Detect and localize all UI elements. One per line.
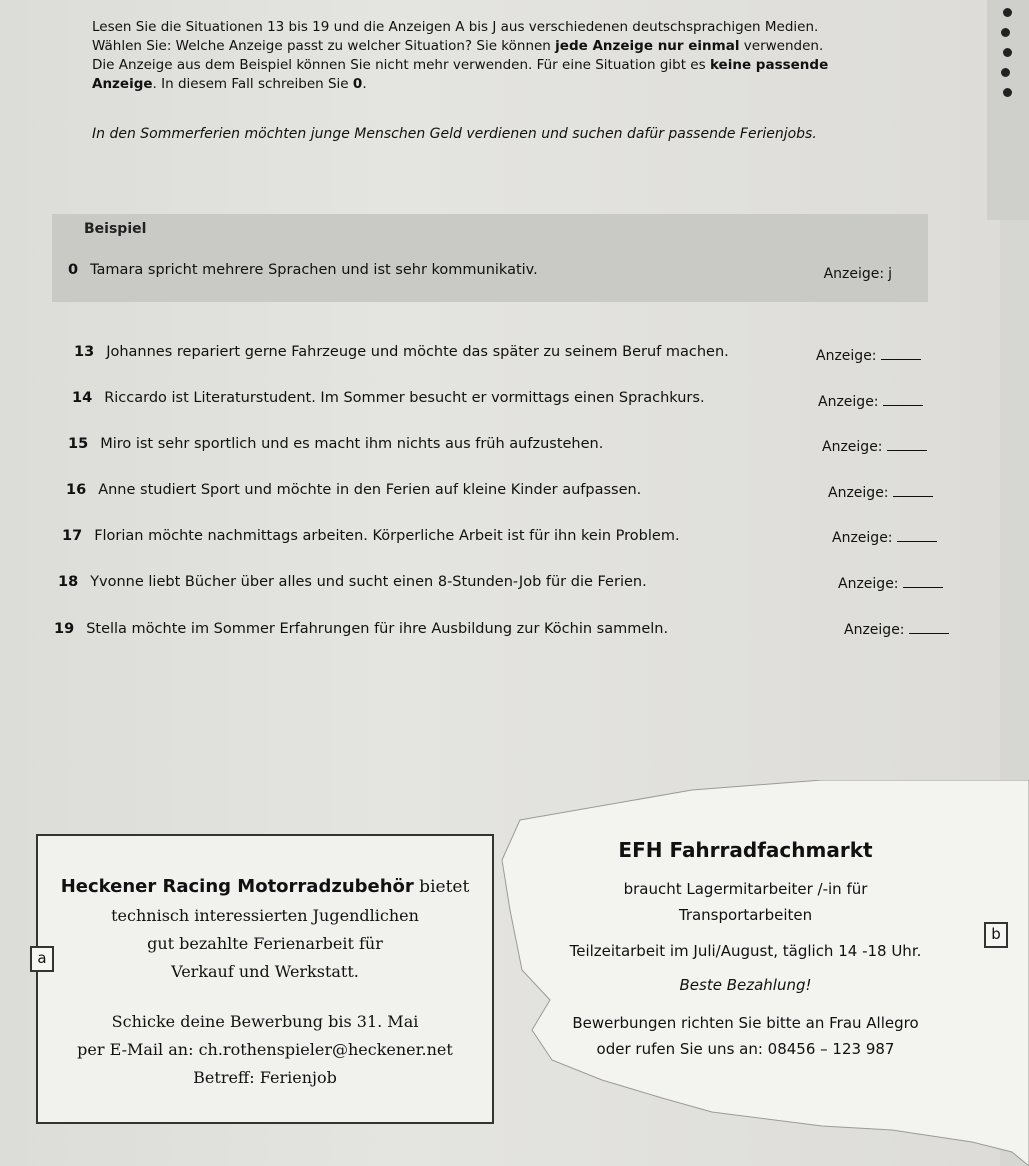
example-number: 0: [68, 262, 79, 278]
answer-blank[interactable]: [883, 393, 923, 406]
situation-item: [74, 344, 729, 360]
answer-field[interactable]: [818, 393, 923, 410]
example-answer-value: j: [888, 266, 892, 282]
answer-label: Anzeige:: [828, 485, 889, 501]
binding-ring: [1003, 48, 1012, 57]
ad-a-letter-label: a: [30, 946, 54, 972]
situation-text: Florian möchte nachmittags arbeiten. Körperliche Arbeit ist für ihn kein Problem.: [94, 528, 680, 544]
answer-label: Anzeige:: [816, 348, 877, 364]
answer-label: Anzeige:: [838, 576, 899, 592]
task-instructions: [92, 18, 912, 94]
ad-b-content: [492, 780, 1029, 1166]
ad-b-line: oder rufen Sie uns an: 08456 – 123 987: [596, 1040, 895, 1058]
answer-label: Anzeige:: [818, 394, 879, 410]
ad-a-line: gut bezahlte Ferienarbeit für: [147, 934, 383, 953]
situation-number: 13: [74, 344, 95, 360]
example-title: Beispiel: [84, 221, 147, 237]
binding-ring: [1001, 28, 1010, 37]
situation-text: Anne studiert Sport und möchte in den Ferien auf kleine Kinder aufpassen.: [98, 482, 642, 498]
ad-a-line: Schicke deine Bewerbung bis 31. Mai: [111, 1012, 419, 1031]
answer-label: Anzeige:: [844, 622, 905, 638]
example-text: Tamara spricht mehrere Sprachen und ist sehr kommunikativ.: [90, 262, 538, 278]
situation-text: Stella möchte im Sommer Erfahrungen für ihre Ausbildung zur Köchin sammeln.: [86, 621, 669, 637]
advertisement-b: [492, 780, 1029, 1166]
situation-item: [62, 528, 680, 544]
answer-blank[interactable]: [893, 484, 933, 497]
ad-b-line: Bewerbungen richten Sie bitte an Frau Allegro: [572, 1014, 919, 1032]
answer-blank[interactable]: [909, 621, 949, 634]
ad-b-title: EFH Fahrradfachmarkt: [618, 838, 873, 862]
situation-number: 18: [58, 574, 79, 590]
example-box: [52, 214, 928, 302]
answer-field[interactable]: [828, 484, 933, 501]
ad-a-headline: Heckener Racing Motorradzubehör bietet: [60, 876, 470, 897]
situation-number: 15: [68, 436, 89, 452]
ad-b-line: Teilzeitarbeit im Juli/August, täglich 14 -18 Uhr.: [569, 942, 922, 960]
answer-blank[interactable]: [897, 529, 937, 542]
situation-text: Riccardo ist Literaturstudent. Im Sommer besucht er vormittags einen Sprachkurs.: [104, 390, 705, 406]
answer-blank[interactable]: [903, 575, 943, 588]
ad-b-line: braucht Lagermitarbeiter /-in für: [623, 880, 868, 898]
example-answer: [824, 266, 892, 282]
ad-b-line: Beste Bezahlung!: [679, 976, 812, 994]
ad-a-line: Verkauf und Werkstatt.: [171, 962, 359, 981]
answer-label: Anzeige:: [822, 439, 883, 455]
answer-field[interactable]: [816, 347, 921, 364]
instruction-line-3: Die Anzeige aus dem Beispiel können Sie nicht mehr verwenden. Für eine Situation gibt es keine passende: [92, 57, 829, 73]
ad-a-line: Betreff: Ferienjob: [193, 1068, 337, 1087]
answer-field[interactable]: [832, 529, 937, 546]
ad-a-line: per E-Mail an: ch.rothenspieler@heckener.net: [77, 1040, 453, 1059]
instruction-line-1: Lesen Sie die Situationen 13 bis 19 und die Anzeigen A bis J aus verschiedenen deutschsprachigen Medien.: [92, 19, 819, 35]
situation-number: 16: [66, 482, 87, 498]
situation-item: [68, 436, 603, 452]
example-answer-label: Anzeige:: [823, 266, 885, 282]
binding-ring: [1001, 68, 1010, 77]
situation-number: 17: [62, 528, 83, 544]
example-item: [68, 262, 538, 278]
ad-a-line: technisch interessierten Jugendlichen: [111, 906, 419, 925]
answer-blank[interactable]: [887, 438, 927, 451]
answer-field[interactable]: [838, 575, 943, 592]
instruction-line-4: Anzeige. In diesem Fall schreiben Sie 0.: [92, 76, 367, 92]
advertisement-a: [36, 834, 494, 1124]
answer-blank[interactable]: [881, 347, 921, 360]
situation-text: Miro ist sehr sportlich und es macht ihm nichts aus früh aufzustehen.: [100, 436, 604, 452]
situation-item: [54, 621, 668, 637]
situation-item: [66, 482, 641, 498]
answer-label: Anzeige:: [832, 530, 893, 546]
scenario-intro: In den Sommerferien möchten junge Menschen Geld verdienen und suchen dafür passende Ferienjobs.: [92, 126, 817, 142]
ad-b-letter-label: b: [984, 922, 1008, 948]
answer-field[interactable]: [822, 438, 927, 455]
situation-text: Johannes repariert gerne Fahrzeuge und möchte das später zu seinem Beruf machen.: [106, 344, 729, 360]
binding-ring: [1003, 88, 1012, 97]
situation-text: Yvonne liebt Bücher über alles und sucht einen 8-Stunden-Job für die Ferien.: [90, 574, 647, 590]
instruction-line-2: Wählen Sie: Welche Anzeige passt zu welcher Situation? Sie können jede Anzeige nur einmal verwenden.: [92, 38, 824, 54]
spiral-binding: [987, 0, 1029, 220]
situation-item: [58, 574, 647, 590]
situation-number: 14: [72, 390, 93, 406]
binding-ring: [1003, 8, 1012, 17]
answer-field[interactable]: [844, 621, 949, 638]
ad-b-line: Transportarbeiten: [678, 906, 813, 924]
situation-number: 19: [54, 621, 75, 637]
situation-item: [72, 390, 705, 406]
